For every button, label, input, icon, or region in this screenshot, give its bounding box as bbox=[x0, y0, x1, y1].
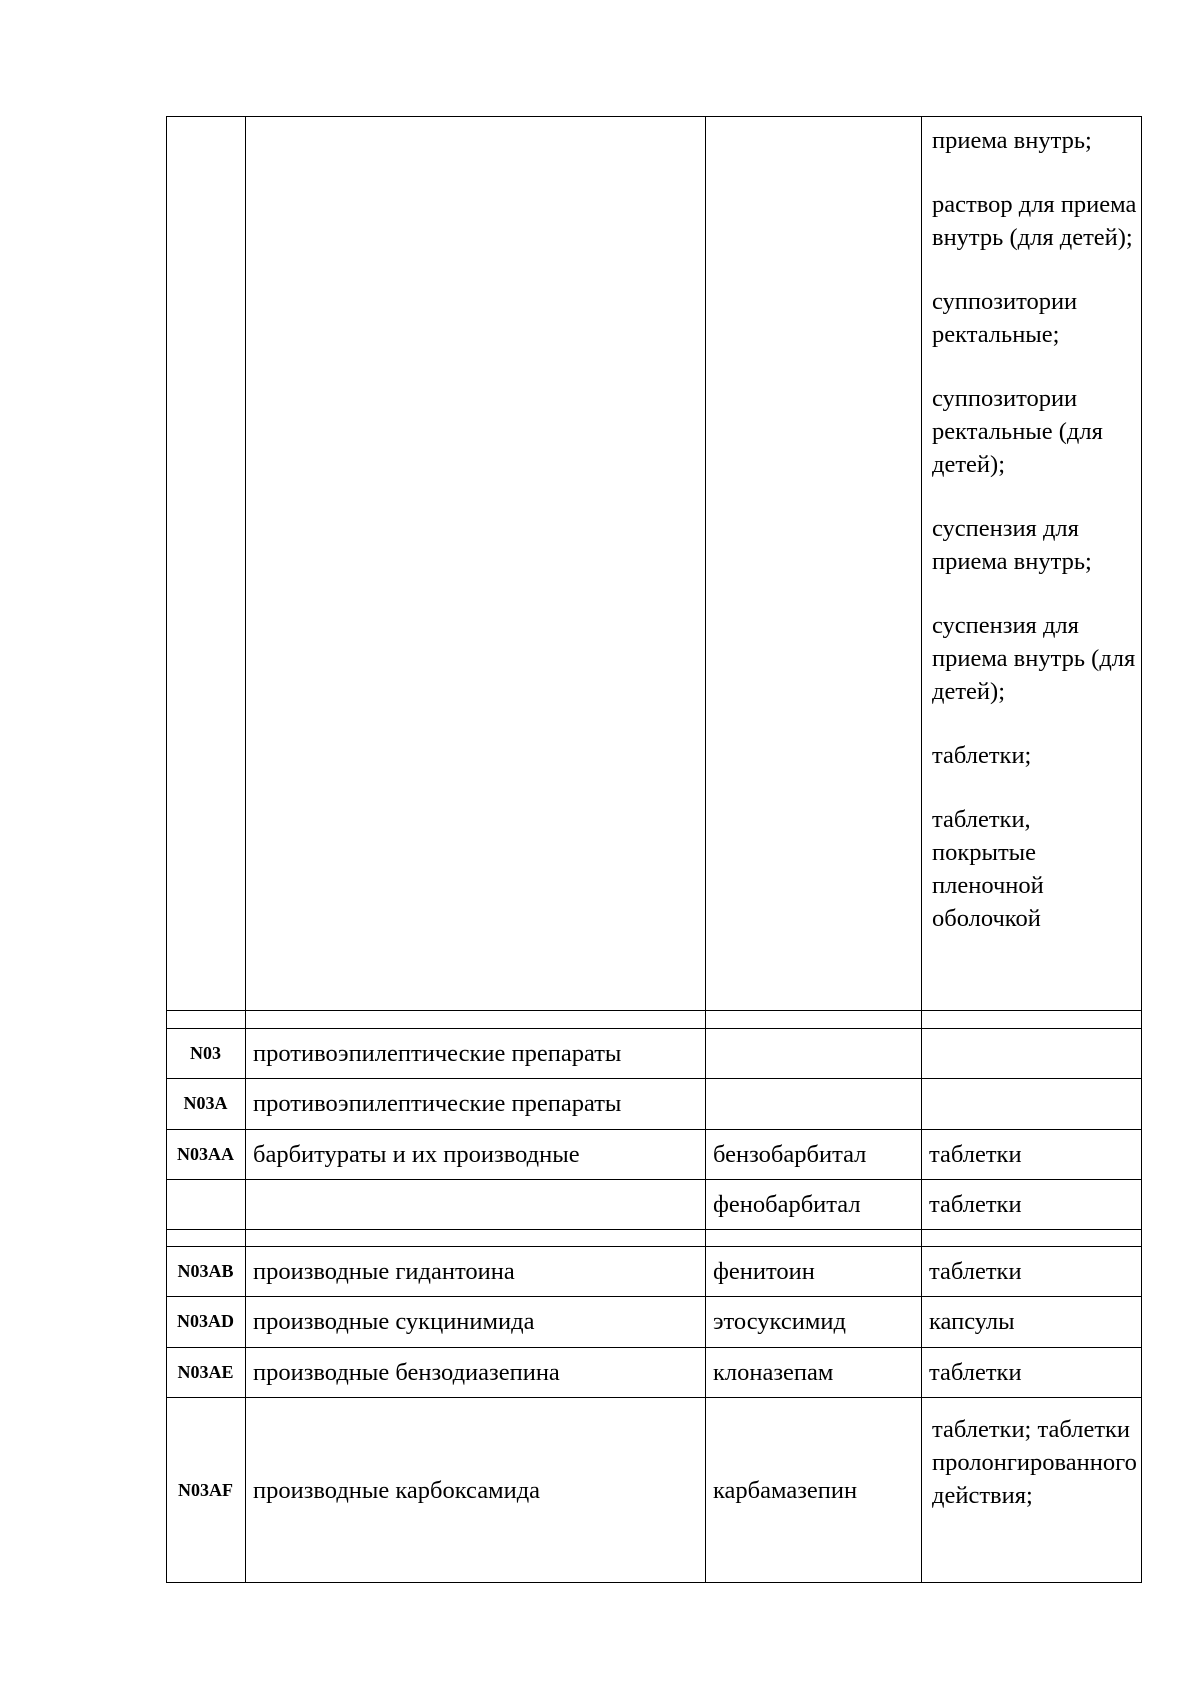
dosage-form: суспензия для приема внутрь; bbox=[932, 515, 1092, 575]
dosage-form: таблетки bbox=[929, 1358, 1022, 1386]
atc-group: производные бензодиазепина bbox=[253, 1358, 560, 1386]
dosage-form: суспензия для приема внутрь (для детей); bbox=[932, 612, 1136, 705]
dosage-form: таблетки bbox=[929, 1190, 1022, 1218]
dosage-form: раствор для приема внутрь (для детей); bbox=[932, 191, 1137, 251]
drug-name: фенобарбитал bbox=[713, 1190, 861, 1218]
atc-code: N03A bbox=[183, 1093, 228, 1113]
atc-group: производные сукцинимида bbox=[253, 1308, 535, 1335]
atc-group: барбитураты и их производные bbox=[253, 1140, 580, 1168]
row-divider bbox=[166, 1010, 1142, 1011]
atc-code: N03AB bbox=[177, 1260, 234, 1281]
continued-forms-cell bbox=[924, 124, 1138, 966]
atc-group: противоэпилептические препараты bbox=[253, 1039, 622, 1067]
dosage-form: приема внутрь; bbox=[932, 127, 1092, 154]
dosage-form: таблетки, покрытые пленочной оболочкой bbox=[932, 806, 1044, 932]
atc-group: противоэпилептические препараты bbox=[253, 1090, 622, 1117]
drug-name: фенитоин bbox=[713, 1257, 815, 1285]
row-divider bbox=[166, 1229, 1142, 1230]
dosage-form: таблетки; bbox=[932, 742, 1032, 769]
atc-group: производные гидантоина bbox=[253, 1257, 515, 1285]
atc-code: N03AD bbox=[177, 1311, 234, 1331]
drug-name: этосуксимид bbox=[713, 1308, 846, 1335]
dosage-form: капсулы bbox=[929, 1308, 1015, 1335]
drug-name: карбамазепин bbox=[713, 1476, 858, 1504]
dosage-form: таблетки bbox=[929, 1140, 1022, 1168]
dosage-form: суппозитории ректальные (для детей); bbox=[932, 385, 1103, 478]
dosage-form: таблетки bbox=[929, 1257, 1022, 1285]
atc-code: N03AF bbox=[178, 1479, 233, 1500]
atc-group: производные карбоксамида bbox=[253, 1476, 541, 1504]
drug-name: клоназепам bbox=[713, 1358, 834, 1386]
dosage-form: суппозитории ректальные; bbox=[932, 288, 1078, 348]
atc-code: N03 bbox=[190, 1042, 221, 1063]
drug-name: бензобарбитал bbox=[713, 1140, 867, 1168]
atc-code: N03AA bbox=[177, 1143, 234, 1164]
atc-code: N03AE bbox=[177, 1361, 234, 1382]
dosage-form: таблетки; таблетки пролонгированного действия; bbox=[932, 1416, 1137, 1509]
